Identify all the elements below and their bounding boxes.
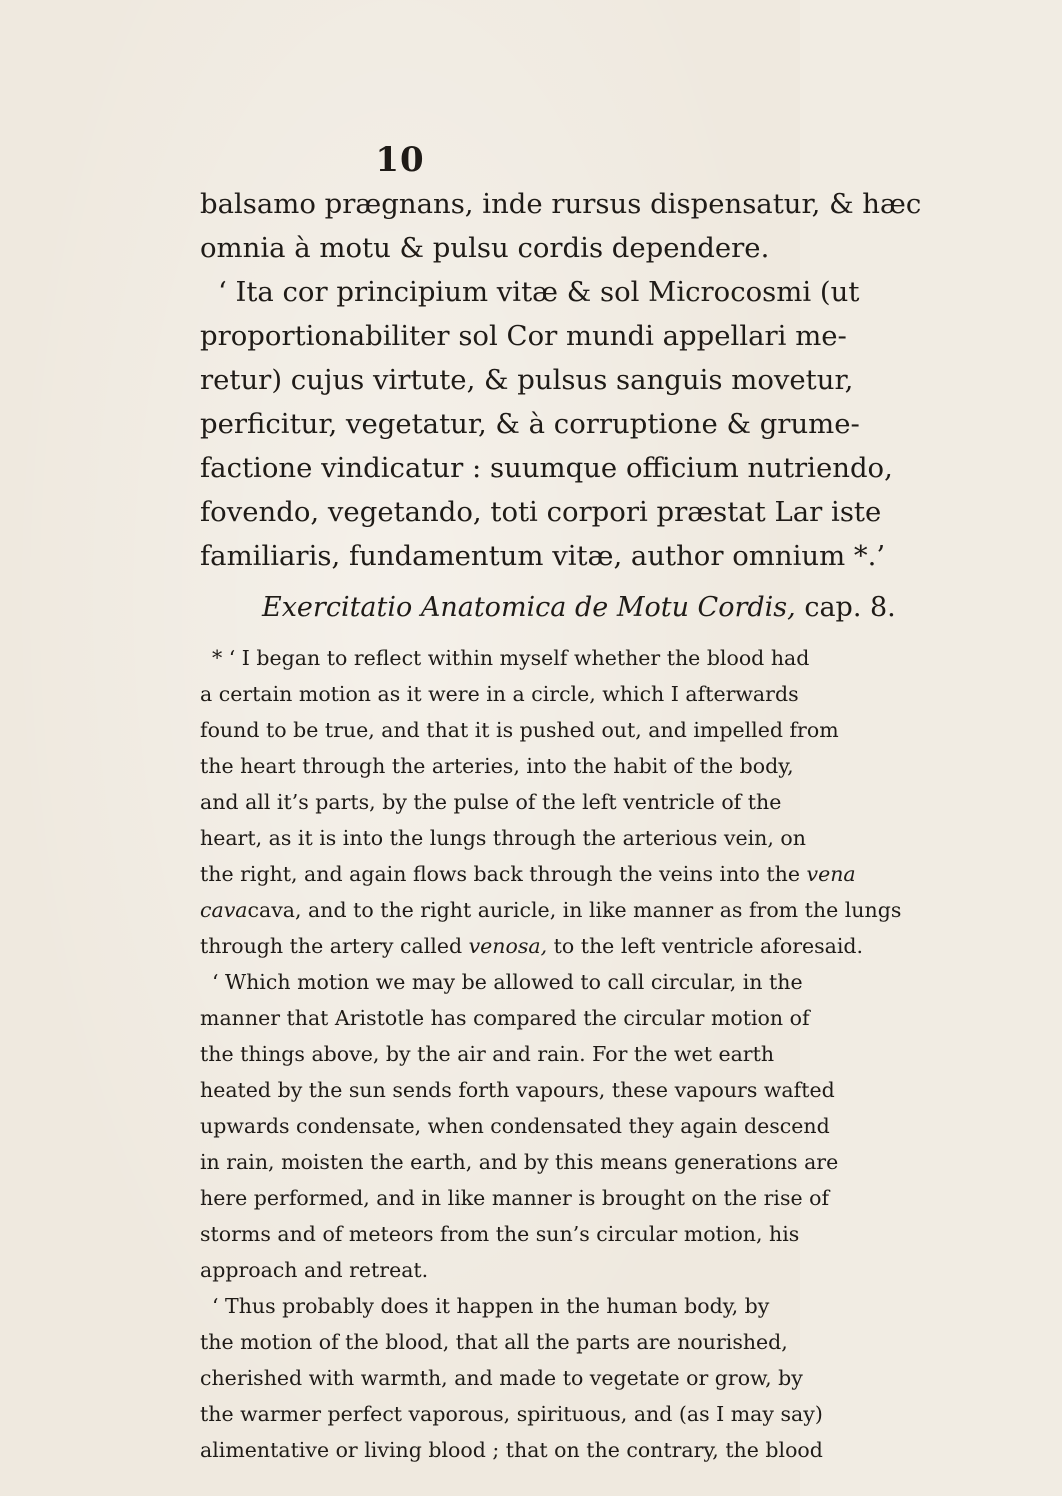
italic-venosa: venosa, [468, 934, 548, 958]
latin-line-4: proportionabiliter sol Cor mundi appellari me- [200, 320, 847, 352]
footnote-line-1: * ‘ I began to reflect within myself whether the blood had [212, 646, 810, 670]
footnote-line-21: cherished with warmth, and made to vegetate or grow, by [200, 1366, 803, 1390]
footnote-line-3: found to be true, and that it is pushed out, and impelled from [200, 718, 839, 742]
footnote-line-15: in rain, moisten the earth, and by this means generations are [200, 1150, 839, 1174]
footnote-line-19: ‘ Thus probably does it happen in the human body, by [212, 1294, 770, 1318]
footnote-line-6: heart, as it is into the lungs through the arterious vein, on [200, 826, 806, 850]
citation [0, 586, 1062, 630]
citation-title: Exercitatio Anatomica de Motu Cordis, [262, 592, 796, 623]
footnote-line-9-tail: to the left ventricle aforesaid. [547, 934, 864, 958]
latin-line-5: retur) cujus virtute, & pulsus sanguis movetur, [200, 364, 854, 396]
footnote-line-18: approach and retreat. [200, 1258, 429, 1282]
footnote-line-7 [0, 856, 1000, 892]
italic-cava: cava [200, 898, 248, 922]
footnote-line-14: upwards condensate, when condensated they again descend [200, 1114, 830, 1138]
citation-ref: cap. 8. [795, 592, 896, 623]
italic-vena: vena [806, 862, 856, 886]
latin-line-6: perficitur, vegetatur, & à corruptione & grume- [200, 408, 860, 440]
footnote-line-10: ‘ Which motion we may be allowed to call circular, in the [212, 970, 803, 994]
footnote-line-11: manner that Aristotle has compared the circular motion of [200, 1006, 810, 1030]
footnote-line-5: and all it’s parts, by the pulse of the left ventricle of the [200, 790, 782, 814]
latin-line-9: familiaris, fundamentum vitæ, author omnium *.’ [200, 540, 886, 572]
footnote-line-2: a certain motion as it were in a circle, which I afterwards [200, 682, 799, 706]
footnote-line-8-text: cava, and to the right auricle, in like manner as from the lungs [247, 898, 902, 922]
page-number: 10 [375, 140, 425, 180]
footnote-line-7-text: the right, and again flows back through the veins into the [200, 862, 807, 886]
latin-line-2: omnia à motu & pulsu cordis dependere. [200, 232, 770, 264]
footnote-line-16: here performed, and in like manner is brought on the rise of [200, 1186, 830, 1210]
footnote-line-4: the heart through the arteries, into the habit of the body, [200, 754, 794, 778]
latin-line-8: fovendo, vegetando, toti corpori præstat Lar iste [200, 496, 882, 528]
footnote-line-9-text: through the artery called [200, 934, 469, 958]
footnote-line-12: the things above, by the air and rain. For the wet earth [200, 1042, 775, 1066]
latin-line-1: balsamo prægnans, inde rursus dispensatur, & hæc [200, 188, 922, 220]
footnote-line-23: alimentative or living blood ; that on the contrary, the blood [200, 1438, 823, 1462]
footnote-line-20: the motion of the blood, that all the parts are nourished, [200, 1330, 788, 1354]
footnote-line-9 [0, 928, 1000, 964]
footnote-line-22: the warmer perfect vaporous, spirituous, and (as I may say) [200, 1402, 823, 1426]
footnote-line-13: heated by the sun sends forth vapours, these vapours wafted [200, 1078, 835, 1102]
footnote-line-8 [0, 892, 1000, 928]
latin-line-7: factione vindicatur : suumque officium nutriendo, [200, 452, 893, 484]
latin-line-3: ‘ Ita cor principium vitæ & sol Microcosmi (ut [218, 276, 860, 308]
footnote-line-17: storms and of meteors from the sun’s circular motion, his [200, 1222, 800, 1246]
